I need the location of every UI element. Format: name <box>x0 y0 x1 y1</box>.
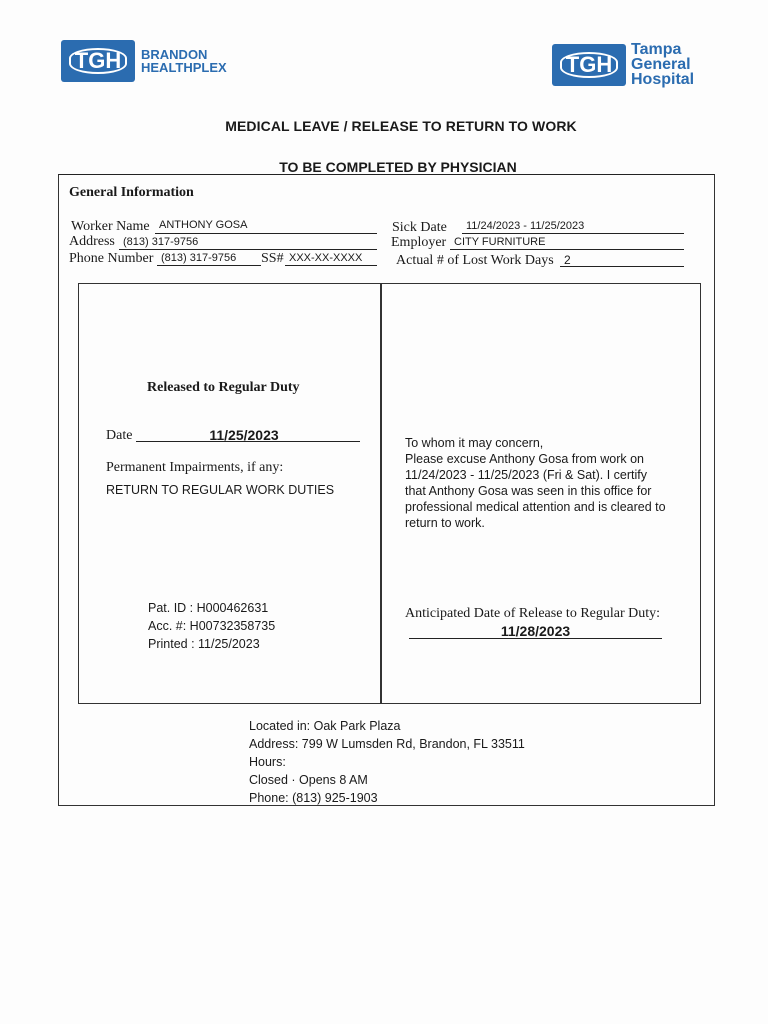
worker-name-field[interactable]: ANTHONY GOSA <box>155 219 377 234</box>
impairments-label: Permanent Impairments, if any: <box>106 460 284 475</box>
printed-date: Printed : 11/25/2023 <box>148 637 260 651</box>
ss-field[interactable]: XXX-XX-XXXX <box>285 252 377 266</box>
logo-line-brandon: BRANDON <box>141 47 208 62</box>
general-info-heading: General Information <box>69 185 194 200</box>
location-footer <box>249 717 525 807</box>
phone-field[interactable]: (813) 317-9756 <box>157 252 261 266</box>
release-date-field[interactable]: 11/25/2023 <box>136 428 360 442</box>
worker-name-label: Worker Name <box>71 219 150 234</box>
tgh-mark-left: TGH <box>61 40 135 82</box>
anticipated-date-field[interactable]: 11/28/2023 <box>409 624 662 639</box>
footer-location: Located in: Oak Park Plaza <box>249 719 401 733</box>
note-line: that Anthony Gosa was seen in this office for <box>405 484 652 498</box>
employer-label: Employer <box>391 235 447 250</box>
tgh-mark-right: TGH <box>552 44 626 86</box>
footer-phone: Phone: (813) 925-1903 <box>249 791 378 805</box>
tampa-general-logo <box>552 42 722 90</box>
logo-line-hospital: Hospital <box>631 71 695 88</box>
employer-field[interactable]: CITY FURNITURE <box>450 236 684 250</box>
lost-days-field[interactable]: 2 <box>560 253 684 267</box>
note-line: return to work. <box>405 516 485 530</box>
sick-date-field[interactable]: 11/24/2023 - 11/25/2023 <box>462 220 684 234</box>
footer-hours-label: Hours: <box>249 755 286 769</box>
patient-id: Pat. ID : H000462631 <box>148 601 269 615</box>
footer-address: Address: 799 W Lumsden Rd, Brandon, FL 33511 <box>249 737 525 751</box>
impairments-value: RETURN TO REGULAR WORK DUTIES <box>106 483 335 497</box>
released-heading: Released to Regular Duty <box>147 380 300 395</box>
lost-days-label: Actual # of Lost Work Days <box>396 253 554 268</box>
form-title: MEDICAL LEAVE / RELEASE TO RETURN TO WORK <box>225 118 577 134</box>
account-number: Acc. #: H00732358735 <box>148 619 276 633</box>
address-field[interactable]: (813) 317-9756 <box>119 236 377 250</box>
excuse-note <box>405 435 695 531</box>
logo-line-tampa: Tampa <box>631 41 682 58</box>
logo-line-healthplex: HEALTHPLEX <box>141 60 227 76</box>
note-line: 11/24/2023 - 11/25/2023 (Fri & Sat). I certify <box>405 468 648 482</box>
form-subtitle: TO BE COMPLETED BY PHYSICIAN <box>279 159 517 175</box>
release-date-label: Date <box>106 428 133 443</box>
address-label: Address <box>69 234 115 249</box>
phone-label: Phone Number <box>69 251 154 266</box>
note-line: professional medical attention and is cleared to <box>405 500 666 514</box>
brandon-healthplex-logo <box>61 40 231 84</box>
note-line: To whom it may concern, <box>405 436 544 450</box>
note-line: Please excuse Anthony Gosa from work on <box>405 452 645 466</box>
logo-line-general: General <box>631 56 691 73</box>
sick-date-label: Sick Date <box>392 220 447 235</box>
anticipated-label: Anticipated Date of Release to Regular Duty: <box>405 606 661 621</box>
ss-label: SS# <box>261 251 284 266</box>
footer-hours: Closed · Opens 8 AM <box>249 773 368 787</box>
